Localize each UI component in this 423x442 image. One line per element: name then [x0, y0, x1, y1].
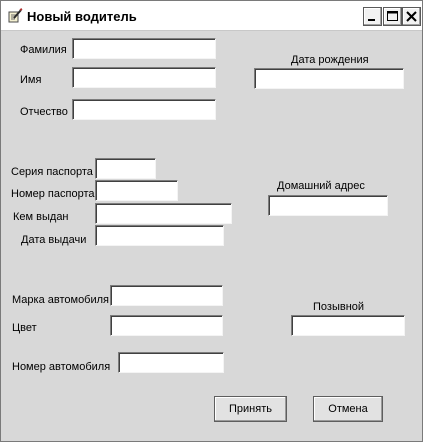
pen-notepad-icon: [7, 8, 23, 24]
home-address-label: Домашний адрес: [277, 180, 365, 192]
minimize-icon: [364, 8, 381, 25]
title-bar[interactable]: [1, 1, 422, 31]
passport-number-label: Номер паспорта: [11, 188, 95, 200]
close-button[interactable]: [402, 7, 421, 26]
surname-label: Фамилия: [20, 44, 67, 56]
passport-number-field[interactable]: [95, 180, 178, 201]
accept-button[interactable]: Принять: [214, 396, 287, 422]
issued-by-field[interactable]: [95, 203, 232, 224]
maximize-button[interactable]: [383, 7, 402, 26]
color-label: Цвет: [12, 322, 37, 334]
name-field[interactable]: [72, 67, 216, 88]
callsign-label: Позывной: [313, 301, 365, 313]
car-number-field[interactable]: [118, 352, 224, 373]
home-address-field[interactable]: [268, 195, 388, 216]
minimize-button[interactable]: [363, 7, 382, 26]
maximize-icon: [384, 8, 401, 25]
car-brand-label: Марка автомобиля: [12, 294, 110, 306]
surname-field[interactable]: [72, 38, 216, 59]
issued-by-label: Кем выдан: [13, 211, 69, 223]
passport-series-field[interactable]: [95, 158, 156, 179]
car-number-label: Номер автомобиля: [12, 361, 111, 373]
issue-date-label: Дата выдачи: [21, 234, 87, 246]
patronymic-label: Отчество: [20, 106, 68, 118]
passport-series-label: Серия паспорта: [11, 166, 93, 178]
cancel-button[interactable]: Отмена: [313, 396, 383, 422]
callsign-field[interactable]: [291, 315, 405, 336]
issue-date-field[interactable]: [95, 225, 224, 246]
window-title: Новый водитель: [27, 9, 137, 24]
color-field[interactable]: [110, 315, 223, 336]
car-brand-field[interactable]: [110, 285, 223, 306]
birth-date-field[interactable]: [254, 68, 404, 89]
name-label: Имя: [20, 74, 42, 86]
birth-date-label: Дата рождения: [291, 54, 369, 66]
close-icon: [403, 8, 420, 25]
patronymic-field[interactable]: [72, 99, 216, 120]
